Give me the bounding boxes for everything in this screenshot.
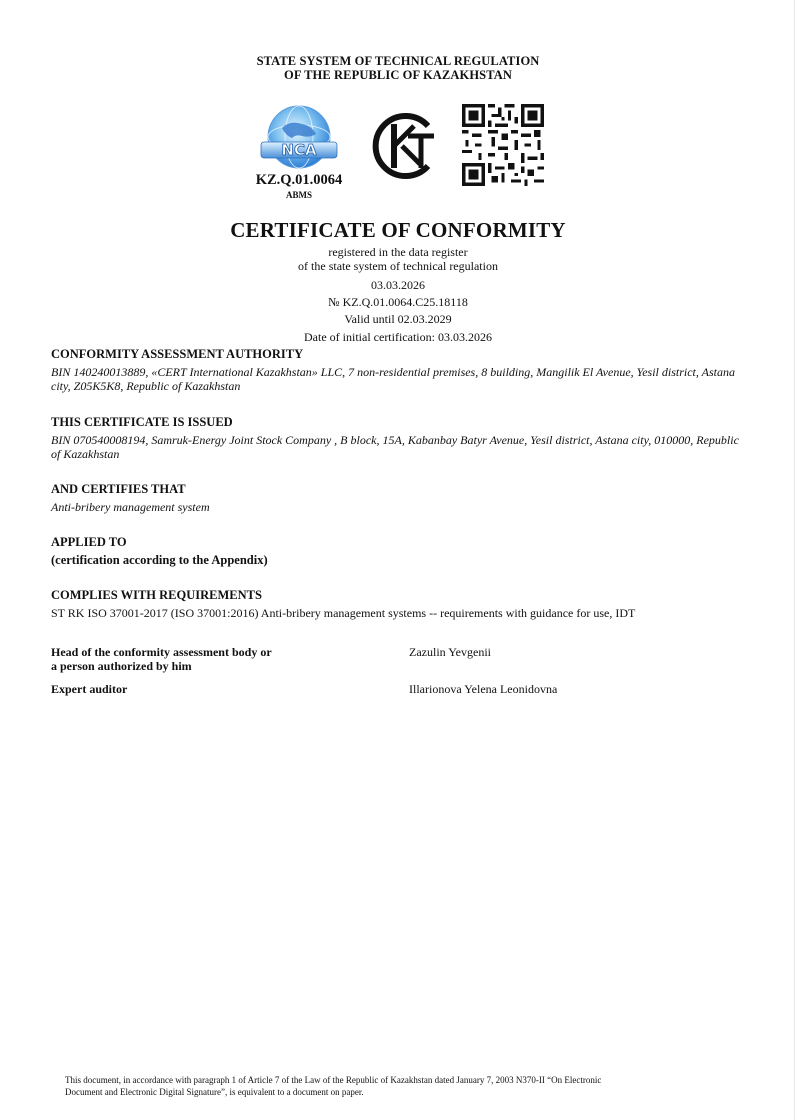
auditor-name: Illarionova Yelena Leonidovna: [409, 682, 558, 696]
logo-row: [0, 102, 796, 202]
registration-line-2: of the state system of technical regulation: [298, 258, 498, 273]
complies-text: ST RK ISO 37001-2017 (ISO 37001:2016) Anti-bribery management systems -- requirements with guidance for use, IDT: [51, 606, 636, 620]
authority-text: BIN 140240013889, «CERT International Kazakhstan» LLC, 7 non-residential premises, 8 building, Mangilik El Avenue, Yesil district, Astana city, Z05K5K8, Republic of Kazakhstan: [51, 365, 736, 393]
kt-conformity-mark-icon: [368, 106, 442, 186]
certifies-text: Anti-bribery management system: [51, 500, 210, 514]
header-line-1: STATE SYSTEM OF TECHNICAL REGULATION: [256, 54, 540, 68]
footer-line-1: This document, in accordance with paragraph 1 of Article 7 of the Law of the Republic of Kazakhstan dated January 7, 2003 N370-II “On Electronic: [65, 1075, 602, 1085]
authority-heading: CONFORMITY ASSESSMENT AUTHORITY: [51, 347, 304, 361]
head-label-line-1: Head of the conformity assessment body or: [51, 645, 272, 659]
initial-certification-date: Date of initial certification: 03.03.2026: [304, 330, 492, 344]
auditor-label: Expert auditor: [51, 682, 128, 696]
certificate-number: № KZ.Q.01.0064.C25.18118: [328, 295, 468, 309]
document-header: [0, 54, 796, 82]
applied-text: (certification according to the Appendix): [51, 553, 268, 567]
accreditation-code: KZ.Q.01.0064: [255, 172, 343, 188]
head-signature-label: [51, 645, 351, 673]
head-signature-name: Zazulin Yevgenii: [409, 645, 491, 659]
qr-code-icon: [462, 104, 544, 186]
issued-text: BIN 070540008194, Samruk-Energy Joint Stock Company , B block, 15A, Kabanbay Batyr Avenue, Yesil district, Astana city, 010000, Republic of Kazakhstan: [51, 433, 739, 461]
certifies-heading: AND CERTIFIES THAT: [51, 482, 186, 496]
certificate-title: CERTIFICATE OF CONFORMITY: [230, 218, 566, 242]
registration-date: 03.03.2026: [371, 278, 425, 292]
footer-line-2: Document and Electronic Digital Signature”, is equivalent to a document on paper.: [65, 1087, 364, 1097]
header-line-2: OF THE REPUBLIC OF KAZAKHSTAN: [284, 68, 512, 82]
svg-text:NCA: NCA: [281, 141, 317, 159]
accreditation-sub: ABMS: [285, 190, 312, 200]
issued-heading: THIS CERTIFICATE IS ISSUED: [51, 415, 233, 429]
legal-footer: [65, 1074, 745, 1098]
applied-heading: APPLIED TO: [51, 535, 127, 549]
complies-heading: COMPLIES WITH REQUIREMENTS: [51, 588, 262, 602]
registration-line-1: registered in the data register: [328, 245, 468, 259]
nca-logo-icon: [258, 104, 340, 172]
head-label-line-2: a person authorized by him: [51, 659, 192, 673]
registration-note: [0, 246, 796, 273]
valid-until: Valid until 02.03.2029: [344, 312, 452, 326]
